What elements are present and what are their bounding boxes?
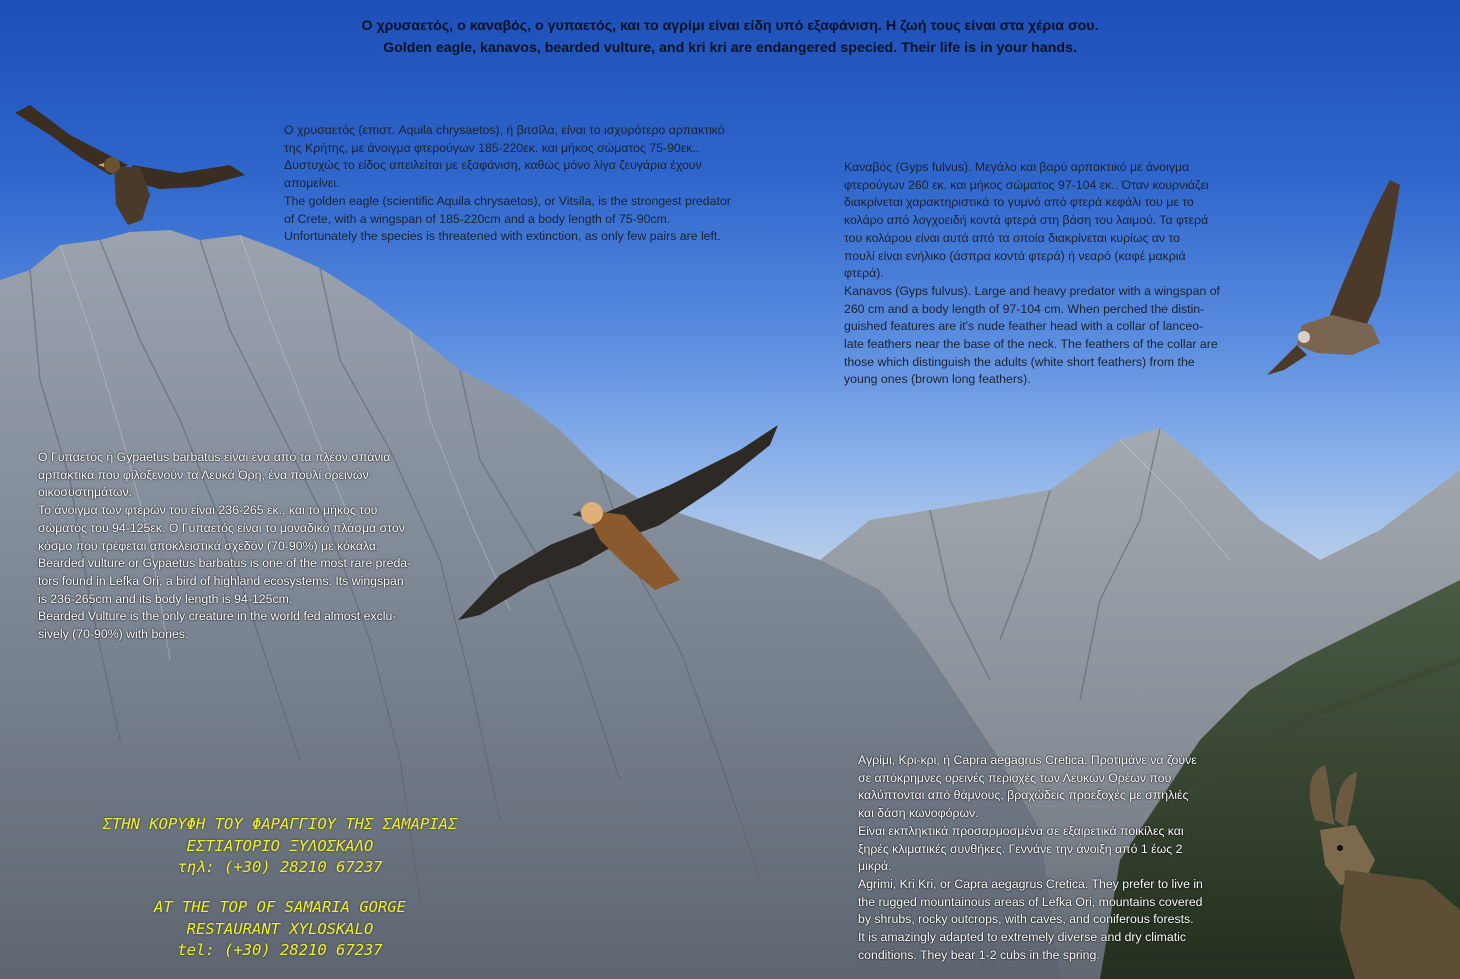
text-line: και δάση κωνοφόρων. (858, 806, 979, 821)
headline-greek: Ο χρυσαετός, ο καναβός, ο γυπαετός, και το αγρίμι είναι είδη υπό εξαφάνιση. Η ζωή τους είναι στα χέρια σου. (361, 18, 1099, 34)
text-line: ξηρές κλιματικές συνθήκες. Γεννάνε την άνοιξη από 1 έως 2 (858, 841, 1183, 856)
text-line: It is amazingly adapted to extremely diverse and dry climatic (858, 930, 1187, 945)
text-line: conditions. They bear 1-2 cubs in the spring. (858, 947, 1100, 962)
text-line: Bearded Vulture is the only creature in the world fed almost exclu- (38, 609, 397, 624)
text-line: απομείνει. (284, 176, 340, 191)
text-line: καλύπτονται από θάμνους, βραχώδεις προεξοχές με σπηλιές (858, 788, 1189, 803)
golden-eagle-text (284, 122, 731, 246)
text-line: Bearded vulture or Gypaetus barbatus is one of the most rare preda- (38, 556, 412, 571)
text-line: Kanavos (Gyps fulvus). Large and heavy predator with a wingspan of (844, 283, 1220, 298)
bearded-vulture-icon (450, 415, 785, 625)
text-line: by shrubs, rocky outcrops, with caves, and coniferous forests. (858, 912, 1194, 927)
text-line: Το άνοιγμα των φτερών του είναι 236-265 εκ., και το μήκος του (38, 503, 378, 518)
kri-kri-text (858, 752, 1203, 964)
text-line: κόσμο που τρέφεται αποκλειστικά σχεδόν (70-90%) με κόκαλα. (38, 538, 380, 553)
golden-eagle-icon (10, 95, 250, 235)
text-line: of Crete, with a wingspan of 185-220cm and a body length of 75-90cm. (284, 211, 671, 226)
text-line: Δυστυχώς το είδος απειλείται με εξαφάνιση, καθώς μόνο λίγα ζευγάρια έχουν (284, 158, 702, 173)
restaurant-english (0, 897, 560, 962)
text-line: Είναι εκπληκτικά προσαρμοσμένα σε εξαιρετικά ποικίλες και (858, 823, 1184, 838)
restaurant-phone: tel: (+30) 28210 67237 (177, 941, 383, 959)
text-line: Unfortunately the species is threatened with extinction, as only few pairs are left. (284, 229, 721, 244)
restaurant-location: ΣΤΗΝ ΚΟΡΥΦΗ ΤΟΥ ΦΑΡΑΓΓΙΟΥ ΤΗΣ ΣΑΜΑΡΙΑΣ (102, 815, 458, 833)
text-line: The golden eagle (scientific Aquila chrysaetos), or Vitsila, is the strongest predator (284, 193, 731, 208)
text-line: Ο χρυσαετός (επιστ. Aquila chrysaetos), ή βιτσίλα, είναι το ισχυρότερο αρπακτικό (284, 123, 725, 137)
text-line: σώματός του 94-125εκ. Ο Γυπαετός είναι το μοναδικό πλάσμα στον (38, 520, 405, 535)
text-line: αρπακτικά που φιλοξενούν τα Λευκά Όρη, ένα πουλί ορεινών (38, 467, 369, 482)
text-line: guished features are it's nude feather head with a collar of lanceo- (844, 319, 1204, 334)
kanavos-text (844, 159, 1220, 389)
text-line: μικρά. (858, 859, 892, 874)
restaurant-phone: τηλ: (+30) 28210 67237 (177, 858, 383, 876)
text-line: late feathers near the base of the neck. The feathers of the collar are (844, 337, 1218, 352)
headline-english: Golden eagle, kanavos, bearded vulture, and kri kri are endangered specied. Their life is in your hands. (383, 40, 1077, 56)
restaurant-greek (0, 814, 560, 879)
text-line: the rugged mountainous areas of Lefka Ori, mountains covered (858, 894, 1203, 909)
restaurant-name: ΕΣΤΙΑΤΟΡΙΟ ΞΥΛΟΣΚΑΛΟ (186, 836, 374, 855)
text-line: tors found in Lefka Ori, a bird of highland ecosystems. Its wingspan (38, 573, 404, 588)
text-line: της Κρήτης, με άνοιγμα φτερούγων 185-220εκ. και μήκος σώματος 75-90εκ.. (284, 140, 700, 155)
kri-kri-goat-icon (1285, 760, 1460, 979)
text-line: οικοσυστημάτων. (38, 485, 133, 500)
text-line: Αγρίμι, Κρι-κρι, ή Capra aegagrus Cretica. Προτιμάνε να ζούνε (858, 753, 1197, 767)
text-line: φτερούγων 260 εκ. και μήκος σώματος 97-104 εκ.. Όταν κουρνιάζει (844, 177, 1209, 192)
bearded-vulture-text (38, 449, 411, 644)
text-line: Καναβός (Gyps fulvus). Μεγάλο και βαρύ αρπακτικό με άνοιγμα (844, 160, 1190, 174)
text-line: διακρίνεται χαρακτηριστικά το γυμνό από φτερά κεφάλι του με το (844, 195, 1194, 210)
restaurant-location: AT THE TOP OF SAMARIA GORGE (154, 898, 406, 916)
text-line: Ο Γυπαετός ή Gypaetus barbatus είναι ένα από τα πλέον σπάνια (38, 450, 391, 464)
text-line: κολάρο από λογχοειδή κοντά φτερά στη βάση του λαιμού. Τα φτερά (844, 213, 1209, 228)
text-line: young ones (brown long feathers). (844, 372, 1031, 387)
text-line: του κολάρου είναι αυτά από τα οποία διακρίνεται κυρίως αν το (844, 230, 1180, 245)
text-line: σε απόκρημνες ορεινές περιοχές των Λευκών Ορέων που (858, 770, 1172, 785)
text-line: those which distinguish the adults (white short feathers) from the (844, 354, 1195, 369)
text-line: φτερά). (844, 266, 884, 281)
text-line: is 236-265cm and its body length is 94-125cm. (38, 591, 293, 606)
griffon-vulture-icon (1262, 175, 1412, 380)
restaurant-name: RESTAURANT XYLOSKALO (186, 919, 374, 938)
text-line: sively (70-90%) with bones. (38, 627, 189, 642)
text-line: Agrimi, Kri Kri, or Capra aegagrus Cretica. They prefer to live in (858, 876, 1203, 891)
headline (0, 15, 1460, 59)
text-line: πουλί είναι ενήλικο (άσπρα κοντά φτερά) ή νεαρό (καφέ μακριά (844, 248, 1186, 263)
text-line: 260 cm and a body length of 97-104 cm. When perched the distin- (844, 301, 1205, 316)
